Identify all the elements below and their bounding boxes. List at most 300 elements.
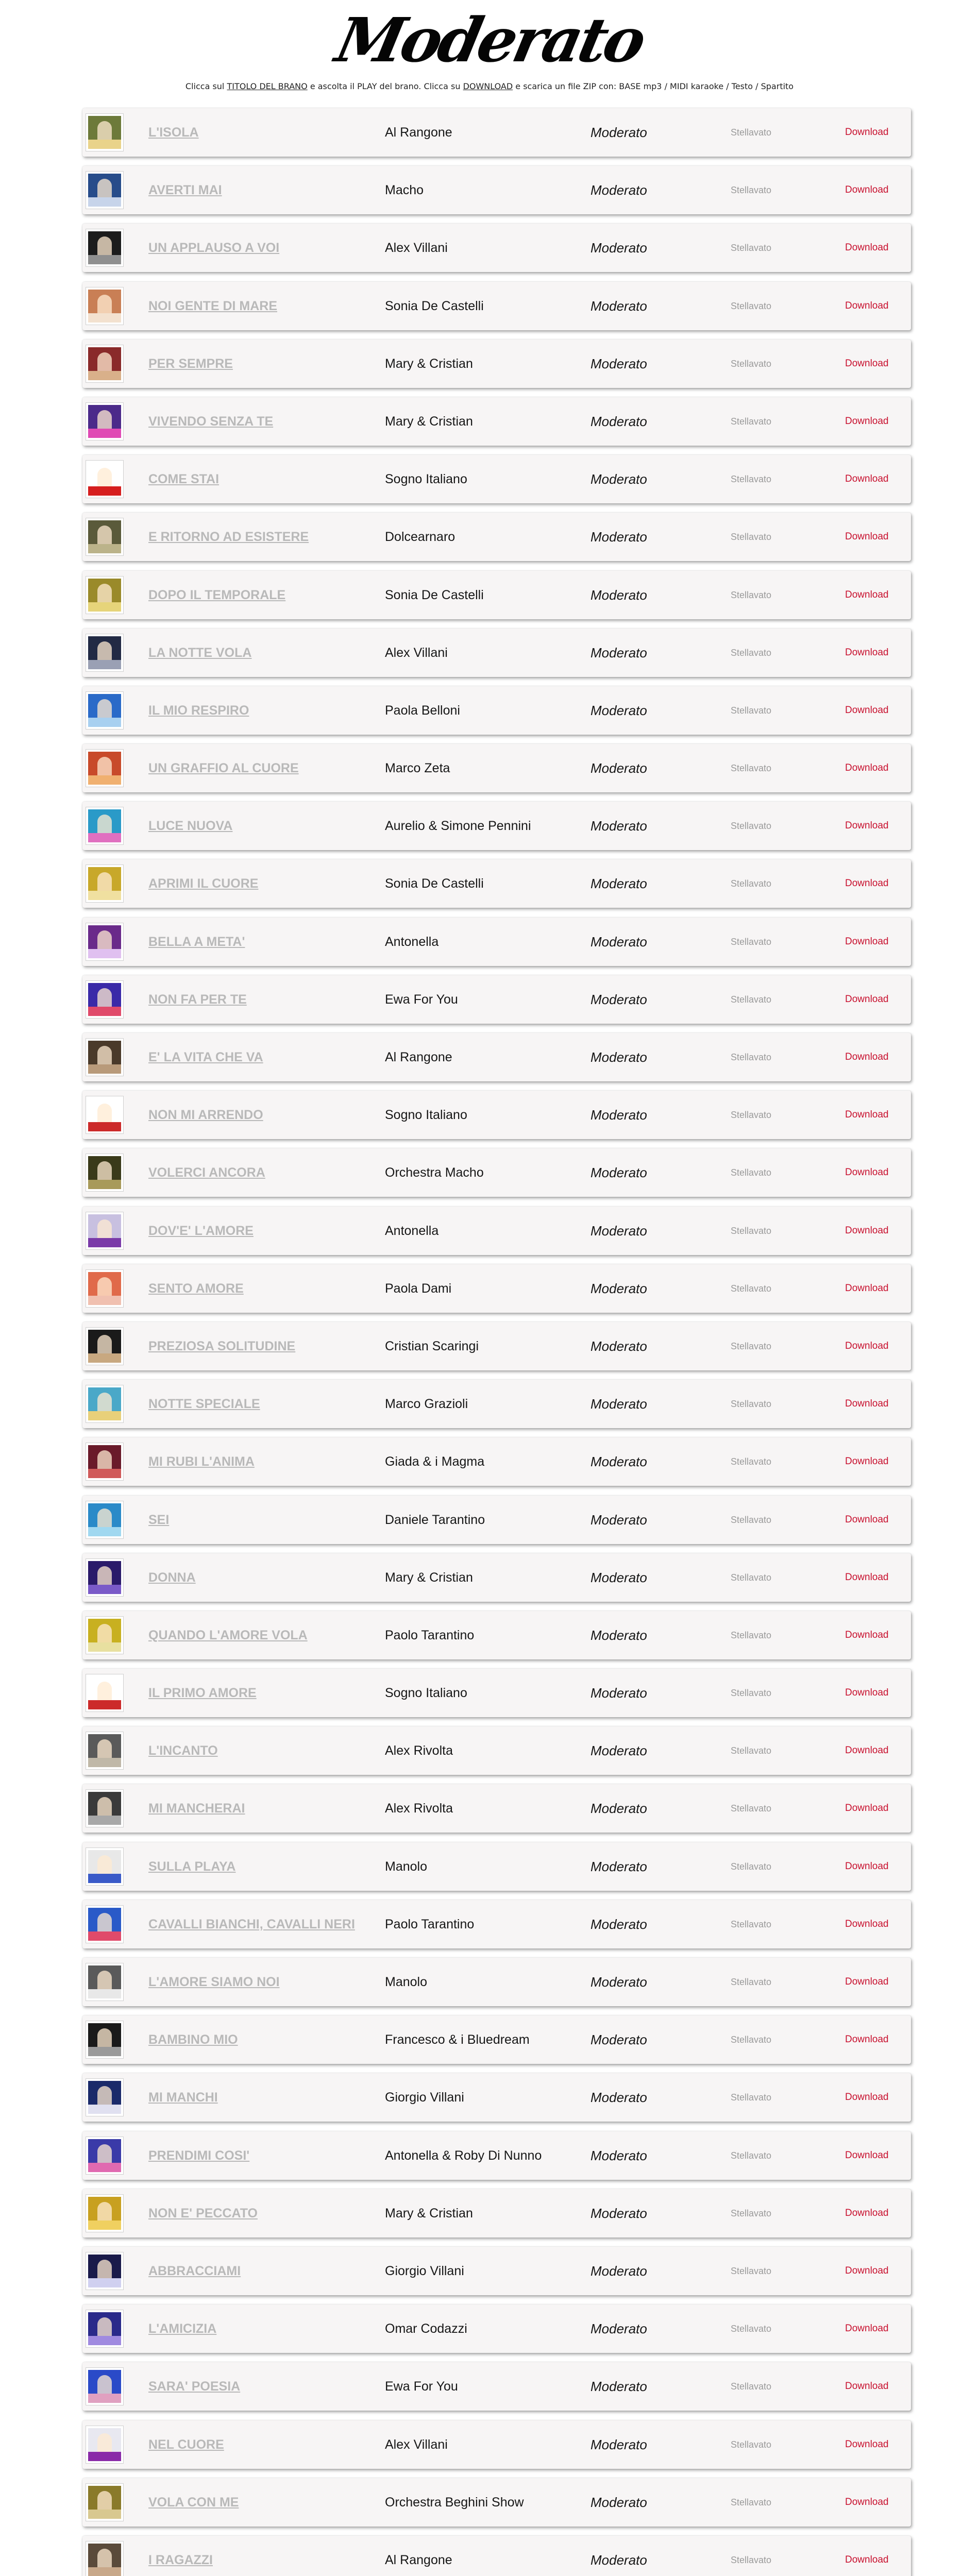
song-row	[82, 859, 911, 908]
logo	[0, 4, 979, 76]
song-row	[82, 1900, 911, 1948]
song-tempo: Moderato	[590, 1396, 647, 1412]
song-artist: Al Rangone	[385, 2552, 452, 2567]
song-title-link[interactable]: MI MANCHERAI	[148, 1801, 245, 1816]
song-title-link[interactable]: ABBRACCIAMI	[148, 2263, 241, 2278]
logo-text: Moderato	[329, 4, 650, 76]
song-artist: Mary & Cristian	[385, 2206, 473, 2221]
download-link[interactable]: Download	[845, 473, 889, 485]
song-row	[82, 2131, 911, 2180]
song-artist: Sogno Italiano	[385, 1686, 467, 1701]
play-button[interactable]: Stellavato	[731, 1572, 772, 1583]
play-button[interactable]: Stellavato	[731, 1514, 772, 1525]
album-cover-thumbnail	[86, 2483, 124, 2521]
album-cover-thumbnail	[86, 923, 124, 961]
play-button[interactable]: Stellavato	[731, 2035, 772, 2045]
download-link[interactable]: Download	[845, 1456, 889, 1467]
song-title-link[interactable]: L'ISOLA	[148, 125, 199, 140]
song-row	[82, 629, 911, 677]
play-button[interactable]: Stellavato	[731, 2554, 772, 2565]
song-artist: Sonia De Castelli	[385, 587, 484, 602]
song-artist: Alex Rivolta	[385, 1743, 453, 1758]
song-tempo: Moderato	[590, 2263, 647, 2279]
song-title-link[interactable]: LUCE NUOVA	[148, 819, 233, 834]
song-list	[82, 108, 911, 2576]
album-cover-thumbnail	[86, 1154, 124, 1192]
song-title-link[interactable]: I RAGAZZI	[148, 2552, 213, 2567]
song-title-link[interactable]: L'AMICIZIA	[148, 2321, 217, 2336]
album-cover-thumbnail	[86, 1732, 124, 1770]
song-title-link[interactable]: PRENDIMI COSI'	[148, 2148, 250, 2163]
download-link[interactable]: Download	[845, 2438, 889, 2450]
album-cover-thumbnail	[86, 980, 124, 1019]
song-tempo: Moderato	[590, 2379, 647, 2395]
song-title-link[interactable]: APRIMI IL CUORE	[148, 876, 259, 891]
download-link[interactable]: Download	[845, 1340, 889, 1351]
song-tempo: Moderato	[590, 1338, 647, 1354]
instructions-part-2: e ascolta il PLAY del brano. Clicca su	[307, 81, 463, 91]
play-button[interactable]: Stellavato	[731, 1341, 772, 1351]
album-cover-thumbnail	[86, 1789, 124, 1827]
album-cover-thumbnail	[86, 402, 124, 440]
song-title-link[interactable]: NON FA PER TE	[148, 992, 247, 1007]
download-link[interactable]: Download	[845, 1282, 889, 1294]
play-button[interactable]: Stellavato	[731, 1110, 772, 1121]
download-link[interactable]: Download	[845, 1976, 889, 1987]
album-cover-thumbnail	[86, 576, 124, 614]
song-tempo: Moderato	[590, 529, 647, 545]
song-artist: Sogno Italiano	[385, 472, 467, 487]
song-title-link[interactable]: E RITORNO AD ESISTERE	[148, 530, 309, 545]
song-row	[82, 166, 911, 214]
song-artist: Alex Villani	[385, 2437, 448, 2452]
download-link[interactable]: Download	[845, 993, 889, 1005]
download-link[interactable]: Download	[845, 820, 889, 832]
play-button[interactable]: Stellavato	[731, 1977, 772, 1987]
song-title-link[interactable]: PER SEMPRE	[148, 356, 233, 371]
play-button[interactable]: Stellavato	[731, 589, 772, 600]
album-cover-thumbnail	[86, 807, 124, 845]
download-link[interactable]: Download	[845, 2207, 889, 2218]
play-button[interactable]: Stellavato	[731, 1688, 772, 1699]
song-title-link[interactable]: IL PRIMO AMORE	[148, 1686, 257, 1701]
song-row	[82, 686, 911, 735]
song-row	[82, 108, 911, 157]
play-button[interactable]: Stellavato	[731, 2208, 772, 2218]
download-link[interactable]: Download	[845, 300, 889, 311]
song-tempo: Moderato	[590, 991, 647, 1007]
play-button[interactable]: Stellavato	[731, 1399, 772, 1410]
play-button[interactable]: Stellavato	[731, 532, 772, 543]
album-cover-thumbnail	[86, 1558, 124, 1597]
song-title-link[interactable]: UN APPLAUSO A VOI	[148, 241, 280, 256]
play-button[interactable]: Stellavato	[731, 2324, 772, 2334]
song-artist: Manolo	[385, 1975, 427, 1989]
song-tempo: Moderato	[590, 2147, 647, 2163]
play-button[interactable]: Stellavato	[731, 821, 772, 832]
instructions-part-3: e scarica un file ZIP con: BASE mp3 / MIDI karaoke / Testo / Spartito	[513, 81, 794, 91]
album-cover-thumbnail	[86, 1963, 124, 2001]
song-tempo: Moderato	[590, 1512, 647, 1528]
instructions-download-link: DOWNLOAD	[463, 81, 513, 91]
song-title-link[interactable]: COME STAI	[148, 472, 220, 487]
play-button[interactable]: Stellavato	[731, 1861, 772, 1872]
play-button[interactable]: Stellavato	[731, 185, 772, 196]
song-tempo: Moderato	[590, 355, 647, 371]
play-button[interactable]: Stellavato	[731, 1919, 772, 1929]
song-tempo: Moderato	[590, 298, 647, 314]
song-artist: Mary & Cristian	[385, 414, 473, 429]
song-row	[82, 1553, 911, 1602]
song-tempo: Moderato	[590, 2321, 647, 2337]
song-tempo: Moderato	[590, 645, 647, 660]
download-link[interactable]: Download	[845, 1571, 889, 1583]
song-row	[82, 1380, 911, 1428]
play-button[interactable]: Stellavato	[731, 1283, 772, 1294]
song-tempo: Moderato	[590, 125, 647, 140]
song-row	[82, 1322, 911, 1370]
play-button[interactable]: Stellavato	[731, 243, 772, 253]
song-artist: Mary & Cristian	[385, 356, 473, 371]
play-button[interactable]: Stellavato	[731, 2497, 772, 2507]
download-link[interactable]: Download	[845, 1629, 889, 1640]
song-row	[82, 1842, 911, 1891]
play-button[interactable]: Stellavato	[731, 1803, 772, 1814]
download-link[interactable]: Download	[845, 1167, 889, 1178]
song-tempo: Moderato	[590, 1974, 647, 1990]
song-title-link[interactable]: IL MIO RESPIRO	[148, 703, 249, 718]
song-title-link[interactable]: BAMBINO MIO	[148, 2032, 238, 2047]
song-tempo: Moderato	[590, 1280, 647, 1296]
song-title-link[interactable]: NOI GENTE DI MARE	[148, 298, 278, 313]
play-button[interactable]: Stellavato	[731, 2265, 772, 2276]
song-title-link[interactable]: SULLA PLAYA	[148, 1859, 236, 1874]
song-row	[82, 918, 911, 966]
song-artist: Aurelio & Simone Pennini	[385, 819, 531, 834]
song-tempo: Moderato	[590, 587, 647, 603]
song-tempo: Moderato	[590, 818, 647, 834]
album-cover-thumbnail	[86, 113, 124, 151]
song-artist: Paolo Tarantino	[385, 1917, 475, 1931]
download-link[interactable]: Download	[845, 1398, 889, 1410]
song-artist: Cristian Scaringi	[385, 1338, 479, 1353]
song-tempo: Moderato	[590, 1454, 647, 1470]
download-link[interactable]: Download	[845, 1745, 889, 1756]
song-row	[82, 1207, 911, 1255]
album-cover-thumbnail	[86, 460, 124, 498]
song-tempo: Moderato	[590, 760, 647, 776]
download-link[interactable]: Download	[845, 936, 889, 947]
song-tempo: Moderato	[590, 1107, 647, 1123]
download-link[interactable]: Download	[845, 2323, 889, 2334]
album-cover-thumbnail	[86, 171, 124, 209]
download-link[interactable]: Download	[845, 704, 889, 716]
song-row	[82, 455, 911, 503]
instructions-part-1: Clicca sul	[185, 81, 227, 91]
play-button[interactable]: Stellavato	[731, 994, 772, 1005]
play-button[interactable]: Stellavato	[731, 705, 772, 716]
play-button[interactable]: Stellavato	[731, 878, 772, 889]
play-button[interactable]: Stellavato	[731, 300, 772, 311]
album-cover-thumbnail	[86, 1038, 124, 1076]
song-tempo: Moderato	[590, 1685, 647, 1701]
download-link[interactable]: Download	[845, 1803, 889, 1814]
play-button[interactable]: Stellavato	[731, 1745, 772, 1756]
song-artist: Antonella & Roby Di Nunno	[385, 2148, 542, 2163]
album-cover-thumbnail	[86, 2078, 124, 2116]
song-row	[82, 1437, 911, 1486]
song-title-link[interactable]: AVERTI MAI	[148, 183, 222, 198]
play-button[interactable]: Stellavato	[731, 1225, 772, 1236]
download-link[interactable]: Download	[845, 242, 889, 253]
play-button[interactable]: Stellavato	[731, 474, 772, 485]
song-title-link[interactable]: NEL CUORE	[148, 2437, 224, 2452]
song-title-link[interactable]: QUANDO L'AMORE VOLA	[148, 1628, 308, 1642]
song-artist: Ewa For You	[385, 2379, 458, 2394]
song-row	[82, 1264, 911, 1313]
download-link[interactable]: Download	[845, 1860, 889, 1872]
album-cover-thumbnail	[86, 2252, 124, 2290]
album-cover-thumbnail	[86, 1674, 124, 1712]
play-button[interactable]: Stellavato	[731, 1456, 772, 1467]
song-row	[82, 2015, 911, 2064]
song-artist: Paola Dami	[385, 1281, 452, 1296]
song-tempo: Moderato	[590, 1916, 647, 1932]
song-tempo: Moderato	[590, 702, 647, 718]
download-link[interactable]: Download	[845, 358, 889, 369]
download-link[interactable]: Download	[845, 1918, 889, 1929]
song-title-link[interactable]: UN GRAFFIO AL CUORE	[148, 761, 299, 776]
play-button[interactable]: Stellavato	[731, 2439, 772, 2450]
download-link[interactable]: Download	[845, 1687, 889, 1699]
song-title-link[interactable]: DOPO IL TEMPORALE	[148, 587, 286, 602]
song-row	[82, 1033, 911, 1081]
song-tempo: Moderato	[590, 934, 647, 950]
play-button[interactable]: Stellavato	[731, 2381, 772, 2392]
album-cover-thumbnail	[86, 1327, 124, 1365]
album-cover-thumbnail	[86, 1212, 124, 1250]
album-cover-thumbnail	[86, 634, 124, 672]
album-cover-thumbnail	[86, 691, 124, 730]
song-row	[82, 1148, 911, 1197]
album-cover-thumbnail	[86, 1385, 124, 1423]
song-title-link[interactable]: LA NOTTE VOLA	[148, 645, 252, 660]
album-cover-thumbnail	[86, 2426, 124, 2464]
album-cover-thumbnail	[86, 2541, 124, 2576]
song-row	[82, 975, 911, 1024]
song-tempo: Moderato	[590, 2090, 647, 2106]
song-artist: Alex Villani	[385, 645, 448, 660]
song-artist: Omar Codazzi	[385, 2321, 467, 2336]
download-link[interactable]: Download	[845, 878, 889, 889]
album-cover-thumbnail	[86, 1443, 124, 1481]
song-title-link[interactable]: CAVALLI BIANCHI, CAVALLI NERI	[148, 1917, 355, 1931]
song-tempo: Moderato	[590, 413, 647, 429]
song-row	[82, 1091, 911, 1139]
download-link[interactable]: Download	[845, 531, 889, 543]
album-cover-thumbnail	[86, 2367, 124, 2405]
song-title-link[interactable]: BELLA A META'	[148, 934, 245, 949]
song-tempo: Moderato	[590, 876, 647, 892]
song-artist: Marco Grazioli	[385, 1397, 468, 1412]
play-button[interactable]: Stellavato	[731, 2150, 772, 2161]
download-link[interactable]: Download	[845, 589, 889, 600]
song-artist: Paola Belloni	[385, 703, 460, 718]
play-button[interactable]: Stellavato	[731, 936, 772, 947]
song-tempo: Moderato	[590, 2032, 647, 2048]
song-row	[82, 2478, 911, 2527]
song-title-link[interactable]: VIVENDO SENZA TE	[148, 414, 274, 429]
instructions	[0, 81, 979, 91]
album-cover-thumbnail	[86, 2310, 124, 2348]
song-row	[82, 2304, 911, 2353]
song-artist: Ewa For You	[385, 992, 458, 1007]
download-link[interactable]: Download	[845, 1052, 889, 1062]
song-row	[82, 744, 911, 792]
song-row	[82, 1958, 911, 2006]
song-tempo: Moderato	[590, 471, 647, 487]
song-title-link[interactable]: VOLA CON ME	[148, 2495, 239, 2510]
album-cover-thumbnail	[86, 2021, 124, 2059]
download-link[interactable]: Download	[845, 1225, 889, 1236]
song-title-link[interactable]: DONNA	[148, 1570, 196, 1585]
album-cover-thumbnail	[86, 1269, 124, 1308]
song-row	[82, 1669, 911, 1717]
download-link[interactable]: Download	[845, 2554, 889, 2565]
song-row	[82, 1496, 911, 1544]
play-button[interactable]: Stellavato	[731, 1052, 772, 1062]
song-title-link[interactable]: SEI	[148, 1512, 170, 1527]
song-title-link[interactable]: L'INCANTO	[148, 1743, 218, 1758]
play-button[interactable]: Stellavato	[731, 1167, 772, 1178]
song-tempo: Moderato	[590, 1223, 647, 1239]
album-cover-thumbnail	[86, 345, 124, 383]
song-tempo: Moderato	[590, 1627, 647, 1643]
song-title-link[interactable]: SARA' POESIA	[148, 2379, 241, 2394]
download-link[interactable]: Download	[845, 415, 889, 427]
download-link[interactable]: Download	[845, 2265, 889, 2276]
download-link[interactable]: Download	[845, 2034, 889, 2045]
album-cover-thumbnail	[86, 749, 124, 787]
song-tempo: Moderato	[590, 2494, 647, 2510]
song-tempo: Moderato	[590, 2552, 647, 2568]
album-cover-thumbnail	[86, 518, 124, 556]
song-artist: Dolcearnaro	[385, 530, 455, 545]
song-artist: Antonella	[385, 1223, 439, 1238]
album-cover-thumbnail	[86, 287, 124, 325]
song-artist: Daniele Tarantino	[385, 1512, 485, 1527]
song-row	[82, 2362, 911, 2411]
song-artist: Antonella	[385, 934, 439, 949]
song-title-link[interactable]: SENTO AMORE	[148, 1281, 244, 1296]
song-title-link[interactable]: VOLERCI ANCORA	[148, 1165, 265, 1180]
song-row	[82, 513, 911, 561]
song-row	[82, 1611, 911, 1659]
song-artist: Alex Villani	[385, 241, 448, 256]
song-title-link[interactable]: L'AMORE SIAMO NOI	[148, 1975, 280, 1989]
album-cover-thumbnail	[86, 1905, 124, 1943]
song-artist: Macho	[385, 183, 424, 198]
play-button[interactable]: Stellavato	[731, 127, 772, 138]
song-artist: Mary & Cristian	[385, 1570, 473, 1585]
song-row	[82, 2247, 911, 2295]
song-tempo: Moderato	[590, 1743, 647, 1759]
download-link[interactable]: Download	[845, 1109, 889, 1121]
play-button[interactable]: Stellavato	[731, 416, 772, 427]
play-button[interactable]: Stellavato	[731, 763, 772, 774]
song-artist: Sonia De Castelli	[385, 876, 484, 891]
download-link[interactable]: Download	[845, 184, 889, 196]
play-button[interactable]: Stellavato	[731, 2092, 772, 2103]
song-tempo: Moderato	[590, 182, 647, 198]
song-row	[82, 2189, 911, 2238]
song-row	[82, 802, 911, 850]
song-tempo: Moderato	[590, 1569, 647, 1585]
album-cover-thumbnail	[86, 2137, 124, 2175]
song-title-link[interactable]: DOV'E' L'AMORE	[148, 1223, 254, 1238]
download-link[interactable]: Download	[845, 2149, 889, 2161]
album-cover-thumbnail	[86, 865, 124, 903]
download-link[interactable]: Download	[845, 2496, 889, 2507]
album-cover-thumbnail	[86, 1096, 124, 1134]
song-row	[82, 2073, 911, 2122]
album-cover-thumbnail	[86, 1501, 124, 1539]
play-button[interactable]: Stellavato	[731, 647, 772, 658]
song-title-link[interactable]: MI RUBI L'ANIMA	[148, 1454, 255, 1469]
download-link[interactable]: Download	[845, 2092, 889, 2103]
song-artist: Manolo	[385, 1859, 427, 1874]
album-cover-thumbnail	[86, 1848, 124, 1886]
download-link[interactable]: Download	[845, 1514, 889, 1525]
download-link[interactable]: Download	[845, 127, 889, 138]
song-row	[82, 224, 911, 272]
song-tempo: Moderato	[590, 1049, 647, 1065]
song-artist: Alex Rivolta	[385, 1801, 453, 1816]
song-artist: Orchestra Macho	[385, 1165, 484, 1180]
song-row	[82, 2420, 911, 2469]
download-link[interactable]: Download	[845, 647, 889, 658]
song-artist: Orchestra Beghini Show	[385, 2495, 524, 2510]
song-artist: Paolo Tarantino	[385, 1628, 475, 1642]
song-tempo: Moderato	[590, 1165, 647, 1181]
song-artist: Al Rangone	[385, 125, 452, 140]
song-tempo: Moderato	[590, 240, 647, 256]
song-artist: Francesco & i Bluedream	[385, 2032, 530, 2047]
play-button[interactable]: Stellavato	[731, 358, 772, 369]
play-button[interactable]: Stellavato	[731, 1630, 772, 1640]
song-row	[82, 571, 911, 619]
song-row	[82, 1726, 911, 1775]
download-link[interactable]: Download	[845, 762, 889, 774]
song-tempo: Moderato	[590, 1858, 647, 1874]
song-artist: Marco Zeta	[385, 761, 450, 776]
song-title-link[interactable]: NON E' PECCATO	[148, 2206, 258, 2221]
song-artist: Sogno Italiano	[385, 1108, 467, 1123]
song-title-link[interactable]: E' LA VITA CHE VA	[148, 1050, 263, 1064]
song-artist: Al Rangone	[385, 1050, 452, 1064]
song-title-link[interactable]: NOTTE SPECIALE	[148, 1397, 260, 1412]
download-link[interactable]: Download	[845, 2381, 889, 2392]
song-title-link[interactable]: MI MANCHI	[148, 2090, 218, 2105]
song-artist: Giorgio Villani	[385, 2263, 464, 2278]
song-title-link[interactable]: PREZIOSA SOLITUDINE	[148, 1338, 296, 1353]
song-row	[82, 397, 911, 446]
song-row	[82, 1784, 911, 1833]
album-cover-thumbnail	[86, 2194, 124, 2232]
song-row	[82, 2536, 911, 2576]
song-title-link[interactable]: NON MI ARRENDO	[148, 1108, 263, 1123]
song-tempo: Moderato	[590, 2205, 647, 2221]
